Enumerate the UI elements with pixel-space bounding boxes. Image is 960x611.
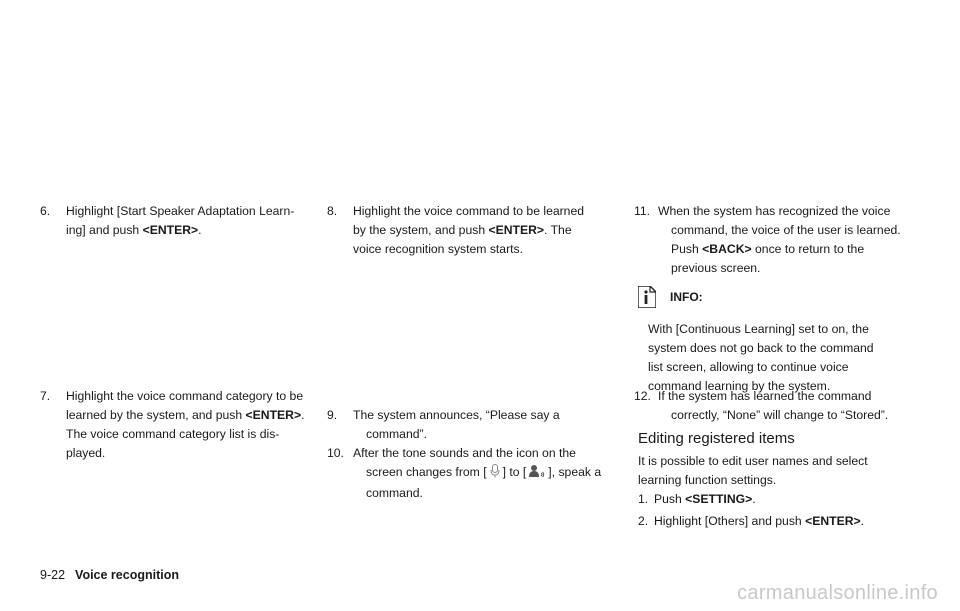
watermark: carmanualsonline.info bbox=[737, 582, 938, 604]
step-text-line: . bbox=[752, 492, 756, 506]
step-text-line: . bbox=[860, 514, 865, 528]
step-text-line: once to return to the bbox=[751, 242, 865, 256]
page-footer bbox=[40, 568, 179, 582]
intro-text-line: It is possible to edit user names and select bbox=[638, 454, 868, 468]
step-text-line: previous screen. bbox=[671, 261, 761, 275]
enter-key-label: <ENTER> bbox=[488, 223, 545, 237]
step-text-line: command. bbox=[366, 486, 423, 500]
section-heading: Editing registered items bbox=[638, 430, 795, 447]
step-11 bbox=[634, 202, 914, 278]
enter-key-label: <ENTER> bbox=[245, 408, 302, 422]
step-text-line: The system announces, “Please say a bbox=[353, 408, 560, 422]
step-text-line: correctly, “None” will change to “Stored”. bbox=[671, 408, 889, 422]
step-text-line: played. bbox=[66, 446, 106, 460]
step-text-line: learned by the system, and push bbox=[66, 408, 246, 422]
step-text-line: Highlight [Others] and push bbox=[654, 514, 806, 528]
step-text-line: ], speak a bbox=[548, 465, 602, 479]
step-text-line: Highlight the voice command category to be bbox=[66, 389, 304, 403]
step-text-line: The voice command category list is dis- bbox=[66, 427, 280, 441]
section-intro bbox=[638, 452, 914, 490]
step-text-line: When the system has recognized the voice bbox=[658, 204, 891, 218]
step-number: 7. bbox=[40, 389, 51, 403]
step-7 bbox=[40, 387, 320, 463]
step-number: 8. bbox=[327, 204, 338, 218]
step-text-line: command, the voice of the user is learned. bbox=[671, 223, 901, 237]
step-text-line: . bbox=[301, 408, 305, 422]
step-6 bbox=[40, 202, 320, 240]
mic-icon bbox=[490, 464, 500, 484]
step-9 bbox=[327, 406, 615, 444]
enter-key-label: <ENTER> bbox=[805, 514, 861, 528]
step-text-line: Highlight the voice command to be learned bbox=[353, 204, 585, 218]
enter-key-label: <ENTER> bbox=[142, 223, 199, 237]
step-number: 12. bbox=[634, 389, 651, 403]
info-text-line: With [Continuous Learning] set to on, the bbox=[648, 322, 869, 336]
step-number: 9. bbox=[327, 408, 338, 422]
step-12 bbox=[634, 387, 914, 425]
step-text-line: ] to [ bbox=[502, 465, 527, 479]
step-number: 6. bbox=[40, 204, 51, 218]
info-icon bbox=[638, 286, 656, 308]
step-text-line: voice recognition system starts. bbox=[353, 242, 524, 256]
info-label: INFO: bbox=[670, 290, 703, 304]
info-text-line: system does not go back to the command bbox=[648, 341, 874, 355]
step-text-line: Push bbox=[654, 492, 686, 506]
step-number: 2. bbox=[638, 514, 649, 528]
section-title: Voice recognition bbox=[75, 568, 179, 582]
step-text-line: Push bbox=[671, 242, 703, 256]
intro-text-line: learning function settings. bbox=[638, 473, 777, 487]
step-text-line: by the system, and push bbox=[353, 223, 489, 237]
step-text-line: If the system has learned the command bbox=[658, 389, 872, 403]
step-text-line: ing] and push bbox=[66, 223, 143, 237]
step-text-line: screen changes from [ bbox=[366, 465, 487, 479]
setting-key-label: <SETTING> bbox=[685, 492, 753, 506]
step-number: 1. bbox=[638, 492, 649, 506]
step-number: 10. bbox=[327, 446, 344, 460]
step-8 bbox=[327, 202, 615, 259]
step-text-line: . The bbox=[544, 223, 572, 237]
edit-step-2 bbox=[638, 512, 914, 531]
info-text-line: list screen, allowing to continue voice bbox=[648, 360, 849, 374]
step-text-line: After the tone sounds and the icon on the bbox=[353, 446, 576, 460]
info-text-line: command learning by the system. bbox=[648, 379, 831, 393]
step-text-line: . bbox=[198, 223, 202, 237]
step-10 bbox=[327, 444, 615, 503]
step-number: 11. bbox=[634, 204, 651, 218]
edit-step-1 bbox=[638, 490, 914, 509]
speaking-icon bbox=[529, 464, 545, 484]
step-text-line: command”. bbox=[366, 427, 427, 441]
step-text-line: Highlight [Start Speaker Adaptation Learn- bbox=[66, 204, 295, 218]
back-key-label: <BACK> bbox=[702, 242, 752, 256]
page-number: 9-22 bbox=[40, 568, 66, 582]
